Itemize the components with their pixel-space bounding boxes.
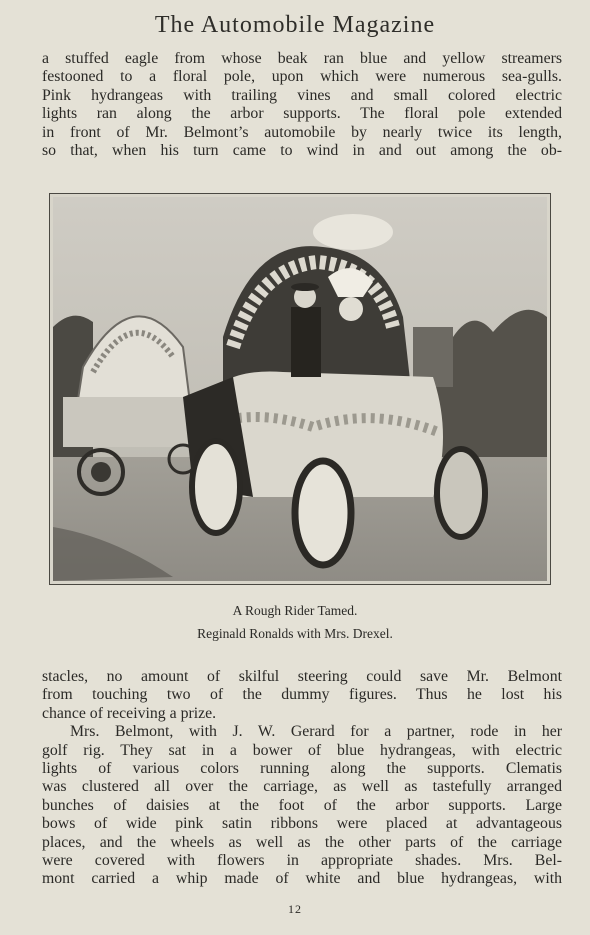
figure-caption-subtitle: Reginald Ronalds with Mrs. Drexel. [197, 626, 393, 641]
bottom-paragraph [42, 668, 562, 889]
text-line: lights of various colors running along the supports. Clematis [42, 760, 562, 778]
text-line: from touching two of the dummy figures. Thus he lost his [42, 686, 562, 704]
top-paragraph [42, 50, 562, 160]
photograph-floral-automobile [49, 193, 551, 585]
text-line: places, and the wheels as well as the other parts of the carriage [42, 833, 562, 851]
text-line: stacles, no amount of skilful steering could save Mr. Belmont [42, 668, 562, 685]
text-line: golf rig. They sat in a bower of blue hydrangeas, with electric [42, 741, 562, 759]
text-line: festooned to a floral pole, upon which were numerous sea-gulls. [42, 68, 562, 86]
page-number: 12 [288, 902, 302, 916]
text-line: so that, when his turn came to wind in and out among the ob- [42, 142, 562, 160]
text-line: chance of receiving a prize. [42, 704, 217, 722]
text-line: were covered with flowers in appropriate shades. Mrs. Bel- [42, 852, 562, 870]
text-line: Mrs. Belmont, with J. W. Gerard for a partner, rode in her [70, 723, 562, 741]
text-line: a stuffed eagle from whose beak ran blue and yellow streamers [42, 50, 562, 67]
text-line: was clustered all over the carriage, as well as tastefully arranged [42, 778, 562, 796]
figure-caption-title: A Rough Rider Tamed. [232, 603, 358, 618]
text-line: bows of wide pink satin ribbons were placed at advantageous [42, 815, 562, 833]
text-line: in front of Mr. Belmont’s automobile by nearly twice its length, [42, 123, 562, 141]
text-line: bunches of daisies at the foot of the arbor supports. Large [42, 796, 562, 814]
page-title: The Automobile Magazine [154, 12, 436, 38]
photograph-image [53, 197, 547, 581]
text-line: lights ran along the arbor supports. The floral pole extended [42, 105, 562, 123]
text-line: Pink hydrangeas with trailing vines and small colored electric [42, 86, 562, 104]
text-line: mont carried a whip made of white and blue hydrangeas, with [42, 870, 562, 888]
